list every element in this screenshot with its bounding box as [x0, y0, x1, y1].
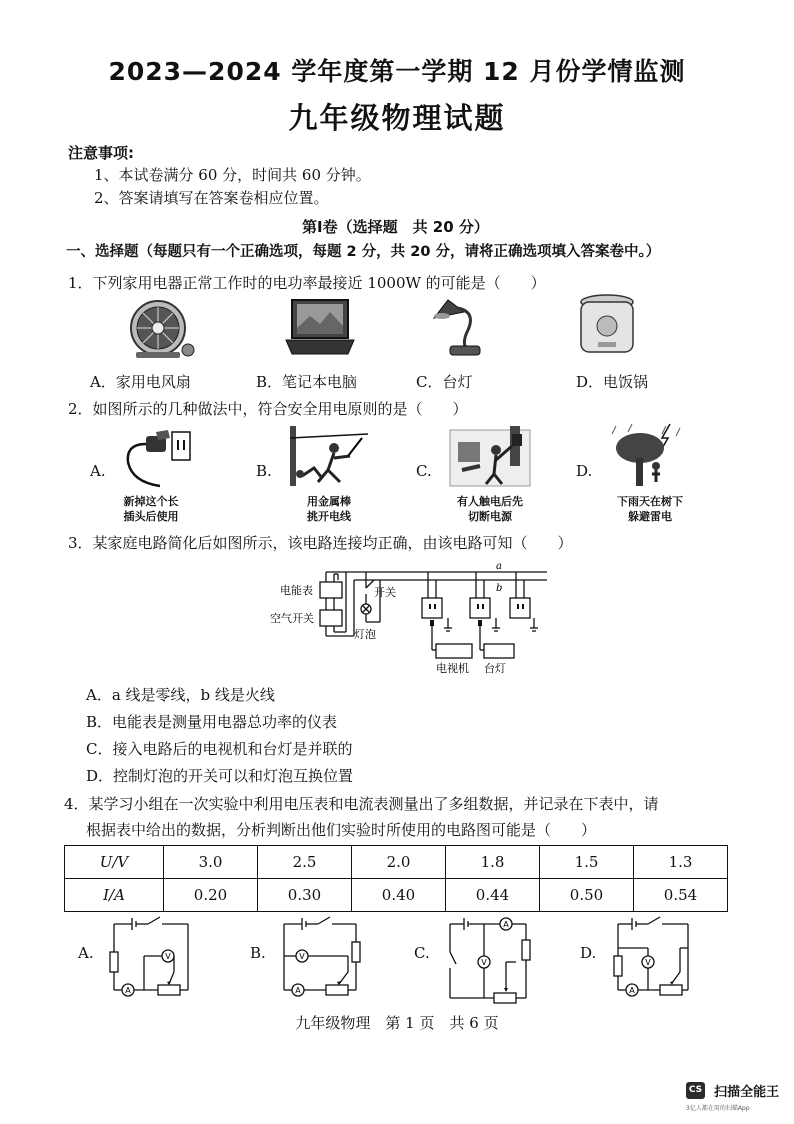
table-cell: 0.50: [540, 879, 634, 912]
metal-rod-image: [288, 426, 372, 490]
ammeter-label: A: [503, 920, 509, 929]
label-lamp: 台灯: [484, 662, 506, 675]
scanner-name: 扫描全能王: [714, 1085, 780, 1100]
scanner-watermark: [686, 1080, 779, 1112]
q2-letter-a: A.: [90, 462, 106, 480]
note-item: 1、本试卷满分 60 分，时间共 60 分钟。: [94, 166, 371, 184]
q3-option-c: C．接入电路后的电视机和台灯是并联的: [86, 740, 353, 758]
table-cell: 0.54: [634, 879, 728, 912]
ammeter-label: A: [125, 986, 131, 995]
table-row: [65, 879, 728, 912]
q2-caption-d: 下雨天在树下 躲避雷电: [617, 495, 683, 523]
q4-letter-c: C.: [414, 944, 430, 962]
q1-stem: 1．下列家用电器正常工作时的电功率最接近 1000W 的可能是（ ）: [68, 274, 546, 292]
q4-letter-d: D.: [580, 944, 597, 962]
q1-option-a: A．家用电风扇: [90, 373, 191, 391]
q2-letter-b: B.: [256, 462, 272, 480]
label-a: a: [496, 561, 502, 572]
label-switch: 开关: [374, 586, 396, 599]
q4-letter-b: B.: [250, 944, 266, 962]
table-row: [65, 846, 728, 879]
data-table: [64, 845, 728, 912]
section-heading: 一、选择题（每题只有一个正确选项，每题 2 分，共 20 分，请将正确选项填入答案卷中。）: [66, 244, 661, 260]
table-cell: 0.40: [352, 879, 446, 912]
q2-letter-c: C.: [416, 462, 432, 480]
exam-subtitle: 九年级物理试题: [288, 101, 506, 135]
voltmeter-label: V: [645, 958, 651, 967]
table-cell: 0.44: [446, 879, 540, 912]
table-cell: 1.8: [446, 846, 540, 879]
q1-option-b: B．笔记本电脑: [256, 373, 358, 391]
q1-option-c: C．台灯: [416, 373, 473, 391]
fan-image: [128, 298, 200, 362]
part-title: 第Ⅰ卷（选择题 共 20 分）: [302, 218, 489, 236]
q1-option-d: D．电饭锅: [576, 373, 649, 391]
row-header-u: U/V: [65, 846, 164, 879]
cut-power-image: [450, 426, 530, 490]
label-b: b: [496, 583, 503, 594]
q2-stem: 2．如图所示的几种做法中，符合安全用电原则的是（ ）: [68, 400, 468, 418]
note-item: 2、答案请填写在答案卷相应位置。: [94, 189, 329, 207]
unplug-image: [120, 428, 194, 490]
table-cell: 1.3: [634, 846, 728, 879]
scanner-logo-icon: CS: [686, 1082, 705, 1099]
rice-cooker-image: [576, 292, 638, 360]
q4-letter-a: A.: [78, 944, 94, 962]
q3-option-a: A．a 线是零线，b 线是火线: [86, 686, 275, 704]
q2-caption-a: 新掉这个长 插头后使用: [123, 495, 179, 523]
notes-heading: 注意事项:: [68, 144, 134, 162]
q4-stem-line2: 根据表中给出的数据，分析判断出他们实验时所使用的电路图可能是（ ）: [86, 821, 597, 839]
q3-stem: 3．某家庭电路简化后如图所示，该电路连接均正确，由该电路可知（ ）: [68, 534, 573, 552]
exam-title: 2023—2024 学年度第一学期 12 月份学情监测: [108, 57, 686, 86]
q2-letter-d: D.: [576, 462, 593, 480]
table-cell: 0.20: [164, 879, 258, 912]
ammeter-label: A: [629, 986, 635, 995]
table-cell: 2.5: [258, 846, 352, 879]
circuit-d: [608, 912, 704, 1004]
table-cell: 1.5: [540, 846, 634, 879]
voltmeter-label: V: [165, 952, 171, 961]
label-meter: 电能表: [280, 584, 313, 597]
circuit-a: [104, 912, 200, 1004]
circuit-b: [276, 912, 372, 1004]
table-cell: 3.0: [164, 846, 258, 879]
tree-rain-image: [610, 424, 686, 490]
table-cell: 0.30: [258, 879, 352, 912]
desk-lamp-image: [430, 292, 490, 360]
scanner-tagline: 3亿人都在用的扫描App: [686, 1105, 750, 1112]
q2-caption-b: 用金属棒 挑开电线: [307, 495, 351, 523]
laptop-image: [284, 298, 358, 360]
q2-caption-c: 有人触电后先 切断电源: [457, 495, 523, 523]
label-tv: 电视机: [436, 662, 469, 675]
ammeter-label: A: [295, 986, 301, 995]
table-cell: 2.0: [352, 846, 446, 879]
label-breaker: 空气开关: [270, 612, 314, 625]
label-bulb: 灯泡: [354, 628, 376, 641]
page-footer: 九年级物理 第 1 页 共 6 页: [295, 1014, 499, 1032]
home-circuit-diagram: [262, 560, 552, 682]
row-header-i: I/A: [65, 879, 164, 912]
voltmeter-label: V: [481, 958, 487, 967]
q4-stem-line1: 4．某学习小组在一次实验中利用电压表和电流表测量出了多组数据，并记录在下表中，请: [64, 795, 659, 813]
q3-option-b: B．电能表是测量用电器总功率的仪表: [86, 713, 338, 731]
voltmeter-label: V: [299, 952, 305, 961]
q3-option-d: D．控制灯泡的开关可以和灯泡互换位置: [86, 767, 354, 785]
circuit-c: [442, 912, 540, 1004]
